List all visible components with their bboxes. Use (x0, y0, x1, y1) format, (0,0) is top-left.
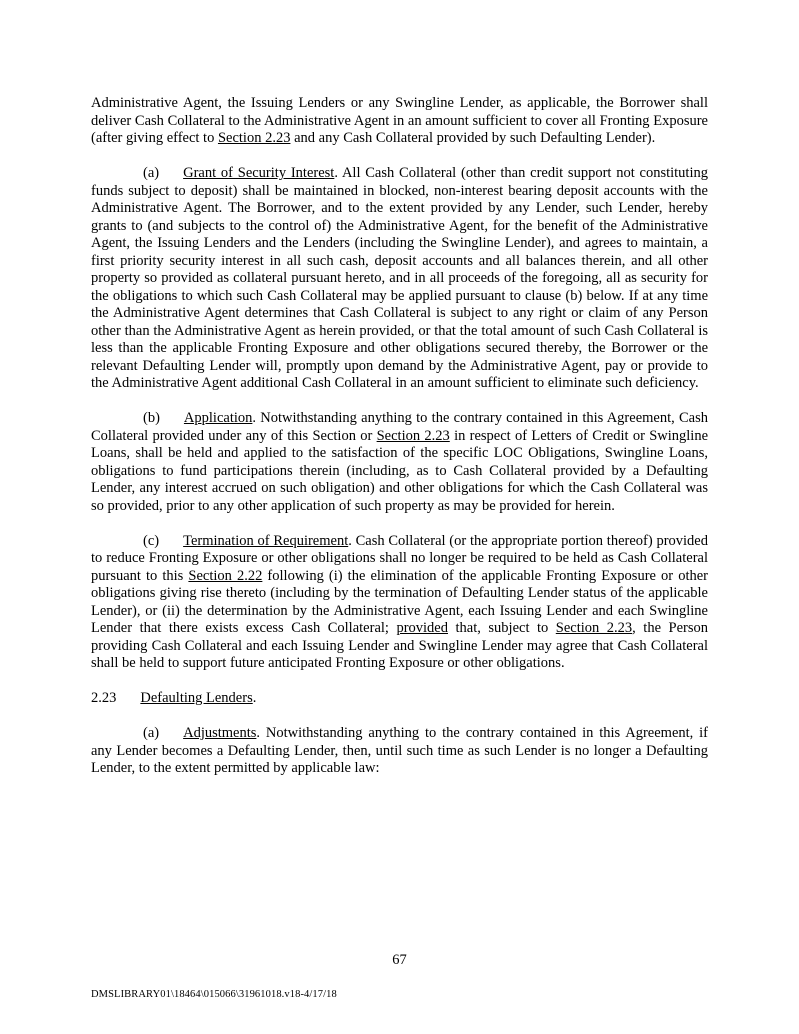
list-marker-a: (a) (143, 725, 160, 741)
list-marker-b: (b) (143, 410, 160, 426)
paragraph-text: . Cash Collateral (or the appropriate portion thereof) provided to reduce Fronting Exposure or other obligations shall no longer be required to be held as Cash Collateral pursuant to this (91, 532, 708, 584)
section-2-22-reference: Section 2.22 (188, 567, 263, 584)
paragraph-b-application (91, 410, 708, 515)
paragraph-text: Administrative Agent, the Issuing Lenders or any Swingline Lender, as applicable, the Borrower shall deliver Cash Collateral to the Administrative Agent in an amount sufficient to cover all Fronting Exposure (after giving effect to (91, 95, 708, 146)
heading-grant-of-security-interest: Grant of Security Interest (183, 165, 335, 181)
page-number: 67 (392, 952, 407, 968)
section-2-23-reference: Section 2.23 (376, 427, 450, 444)
paragraph-text: , the Person providing Cash Collateral and each Issuing Lender and Swingline Lender may agree that Cash Collateral shall be held to support future anticipated Fronting Exposure or other obligations. (91, 620, 709, 671)
provided-emphasis: provided (396, 620, 448, 636)
paragraph-text: following (i) the elimination of the applicable Fronting Exposure or other obligations giving rise thereto (including by the termination of Defaulting Lender status of the applicable Lender), or (ii) the determination by the Administrative Agent, each Issuing Lender and each Swingline Lender that there exists excess Cash Collateral; (91, 567, 708, 636)
paragraph-a-grant-of-security-interest (91, 165, 708, 393)
paragraph-text: in respect of Letters of Credit or Swingline Loans, shall be held and applied to the satisfaction of the specific LOC Obligations, Swingline Loans, obligations to fund participations therein (including, as to Cash Collateral provided by a Defaulting Lender, any interest accrued on such obligation) and other obligations for which the Cash Collateral was so provided, prior to any other application of such property as may be provided for herein. (91, 427, 708, 514)
paragraph-c-termination-of-requirement (91, 533, 708, 673)
section-2-23-reference: Section 2.23 (217, 130, 291, 146)
section-heading-2-23-defaulting-lenders (91, 690, 708, 708)
list-marker-a: (a) (143, 165, 160, 181)
paragraph-text: and any Cash Collateral provided by such Defaulting Lender). (290, 130, 656, 146)
section-number: 2.23 (91, 690, 117, 706)
section-2-23-reference: Section 2.23 (555, 620, 633, 636)
heading-defaulting-lenders: Defaulting Lenders (140, 690, 253, 706)
paragraph-intro-continuation (91, 95, 708, 148)
paragraph-text: . Notwithstanding anything to the contrary contained in this Agreement, Cash Collateral provided under any of this Section or (91, 410, 708, 444)
heading-adjustments: Adjustments (183, 725, 257, 741)
paragraph-text: . Notwithstanding anything to the contrary contained in this Agreement, if any Lender becomes a Defaulting Lender, then, until such time as such Lender is no longer a Defaulting Lender, to the extent permitted by applicable law: (91, 725, 708, 776)
document-id-footer: DMSLIBRARY01\18464\015066\31961018.v18-4/17/18 (91, 989, 337, 1000)
paragraph-a-adjustments (91, 725, 708, 778)
paragraph-text: . All Cash Collateral (other than credit support not constituting funds subject to deposit) shall be maintained in blocked, non-interest bearing deposit accounts with the Administrative Agent. The Borrower, and to the extent provided by any Lender, such Lender, hereby grants to (and subjects to the control of) the Administrative Agent, for the benefit of the Administrative Agent, the Issuing Lenders and the Lenders (including the Swingline Lender), and agrees to maintain, a first priority security interest in all such cash, deposit accounts and all balances therein, and all other property so provided as collateral pursuant hereto, and in all proceeds of the foregoing, all as security for the obligations to which such Cash Collateral may be applied pursuant to clause (b) below. If at any time the Administrative Agent determines that Cash Collateral is subject to any right or claim of any Person other than the Administrative Agent as herein provided, or that the total amount of such Cash Collateral is less than the applicable Fronting Exposure and other obligations secured thereby, the Borrower or the relevant Defaulting Lender will, promptly upon demand by the Administrative Agent, pay or provide to the Administrative Agent additional Cash Collateral in an amount sufficient to eliminate such deficiency. (91, 165, 708, 391)
heading-termination-of-requirement: Termination of Requirement (183, 532, 349, 549)
document-body (91, 95, 708, 778)
heading-application: Application (183, 410, 253, 426)
paragraph-text: . (252, 690, 257, 706)
list-marker-c: (c) (143, 532, 160, 549)
paragraph-text: that, subject to (448, 620, 556, 636)
